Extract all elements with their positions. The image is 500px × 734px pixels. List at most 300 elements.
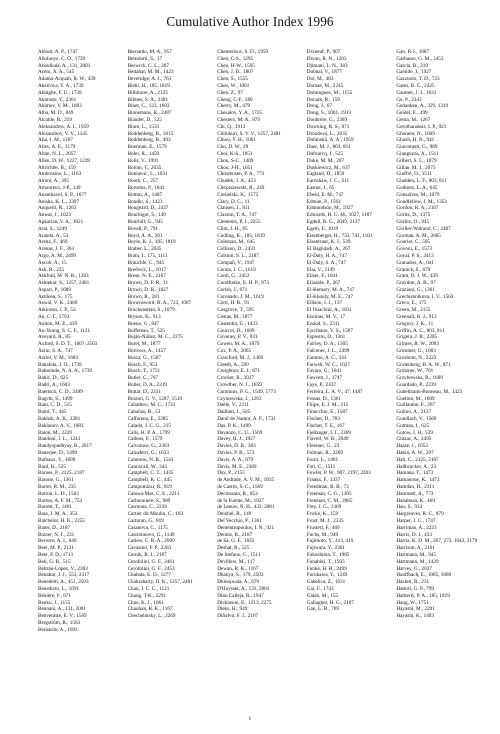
index-entry: Crawford, M. J., 1369 — [217, 354, 264, 361]
index-entry: Haug, W., 1751 — [396, 599, 429, 606]
index-entry: Barron, L. D., 1503 — [38, 490, 79, 497]
index-entry: Azriel, V. M., 1683 — [38, 354, 79, 361]
index-entry: Bryson, K., 913 — [127, 314, 161, 321]
index-entry: Galán, M., 155 — [306, 592, 339, 599]
index-column-5 — [396, 49, 478, 709]
index-entry: Endod, S., 2311 — [306, 320, 340, 327]
index-entry: Brown, R., 281 — [127, 293, 160, 300]
index-entry: Bonnevic, L., 1031 — [127, 171, 168, 178]
index-entry: Beer, M. P., 2131 — [38, 545, 74, 552]
index-entry: Gedanken, A., 329, 1319 — [396, 103, 449, 110]
index-entry: Baertsch, C. D., 2499 — [38, 388, 83, 395]
index-column-1 — [38, 49, 120, 709]
index-columns — [38, 49, 478, 709]
index-entry: Buján-Núñez, M. C., 2275 — [127, 334, 183, 341]
index-entry: Clary, D. C., 11 — [217, 198, 250, 205]
index-entry: Gutow, J. H., 539 — [396, 429, 433, 436]
index-entry: Bruckenstein, S., 1079 — [127, 307, 175, 314]
index-entry: Botton, A., 1487 — [127, 191, 163, 198]
index-entry: Donath, R., 159 — [306, 96, 340, 103]
index-entry: Bräuchle, C., 945 — [127, 259, 165, 266]
index-entry: Astilean, S., 175 — [38, 293, 73, 300]
index-entry: Garside, J., 1927 — [396, 69, 432, 76]
index-entry: Collison, D., 2431 — [217, 246, 256, 253]
index-entry: Chen, C-S., 1295 — [217, 55, 254, 62]
index-entry: Ghosh, H. N., 941 — [396, 137, 435, 144]
index-entry: D'Huysser, A., 131, 2001 — [217, 585, 270, 592]
index-entry: Dhinojwala, A., 679 — [217, 579, 260, 586]
index-entry: Freeman, C. G., 1305 — [306, 490, 352, 497]
index-entry: Egdell, R. G., 2049, 2137 — [306, 218, 360, 225]
index-entry: Bortolus, P., 1841 — [127, 184, 165, 191]
index-entry: Canosa-Mas, C. E., 2211 — [127, 490, 180, 497]
index-entry: Aspari, P., 1689 — [38, 286, 71, 293]
index-entry: Aliev, A. E., 2179 — [38, 144, 76, 151]
index-entry: Bueno, G., 847 — [127, 320, 160, 327]
index-entry: Freedman, R. B., 73 — [306, 484, 349, 490]
index-entry: Dickinson, E., 1213, 2275 — [217, 599, 272, 606]
index-entry: Conti, G., 2453 — [217, 273, 250, 280]
index-entry: Edman, P., 1563 — [306, 198, 341, 205]
index-entry: Boyd, A. A., 201 — [127, 232, 163, 239]
index-entry: Butler, D. A., 2319 — [127, 382, 168, 389]
index-entry: Bernardo, A., 1693 — [38, 626, 78, 633]
index-entry: Harvey, G., 2027 — [396, 565, 432, 572]
index-entry: Fujiwara, Y., 2361 — [306, 545, 345, 552]
index-entry: Clint, J. H., 85 — [217, 225, 248, 232]
index-entry: Elisei, F., 1841 — [306, 273, 338, 280]
index-entry: Busch, F., 953 — [127, 361, 158, 368]
index-entry: Genta, M., 1267 — [396, 116, 431, 123]
index-entry: Chi, Q., 1913 — [217, 123, 246, 130]
index-entry: Bourbigot, S., 149 — [127, 212, 166, 219]
index-entry: El-Kemary, M. A., 747 — [306, 286, 355, 293]
index-entry: Day, P., 2155 — [217, 470, 245, 477]
index-entry: Campbell, C. T., 1435 — [127, 470, 174, 477]
index-entry: Guardado, P., 2239 — [396, 382, 436, 389]
index-entry: Devillers, M., 117 — [217, 558, 255, 565]
index-entry: Conna, J. C., 1619 — [217, 266, 256, 273]
index-entry: Chou, J-H., 1051 — [217, 164, 253, 171]
index-entry: Aswal, V. K., 2469 — [38, 300, 78, 307]
index-entry: Domae, M., 2245 — [306, 82, 344, 89]
index-entry: Chabala, E. D., 1277 — [127, 572, 171, 579]
index-entry: Dewan, R. K., 1167 — [217, 565, 259, 572]
index-entry: Boddenberg, B., 1815 — [127, 130, 174, 137]
index-entry: Giacometti, G., 989 — [396, 144, 438, 151]
index-entry: Graziani, G., 1361 — [396, 286, 435, 293]
index-entry: Gates, B. C., 2425 — [396, 82, 435, 89]
index-entry: Bénière, F., 671 — [38, 592, 71, 599]
index-entry: Beswick, C. L., 207 — [127, 62, 169, 69]
index-entry: Danil de Namor, A. F., 1731 — [217, 416, 276, 423]
index-entry: Butler, C., 707 — [127, 375, 159, 382]
index-entry: Gianguzza, A., 1511 — [396, 150, 439, 157]
index-entry: Duke, M. M., 207 — [306, 157, 345, 164]
index-entry: Frey, J. G., 1369 — [306, 504, 342, 511]
index-column-3 — [217, 49, 299, 709]
index-entry: Daillant, J., 505 — [217, 409, 251, 416]
index-entry: Finocchio, E., 1587 — [306, 409, 348, 416]
index-entry: Clausen, J., 811 — [217, 205, 250, 212]
index-entry: Fischer, D., 783 — [306, 416, 340, 423]
index-entry: Eastoe, J., 65 — [306, 184, 335, 191]
index-entry: Fantoni, A. C., 343 — [306, 354, 347, 361]
index-entry: Chechelnisky, L., 2269 — [127, 613, 176, 620]
index-entry: Caballero, M. C., 1731 — [127, 402, 176, 409]
index-entry: Hattori, G. P., 799 — [396, 585, 434, 592]
index-entry: Dong, J., 67 — [306, 103, 332, 110]
index-entry: Hatherly, P. A., 185, 1819 — [396, 592, 450, 599]
index-entry: Hamana, T., 1473 — [396, 470, 434, 477]
index-entry: Das, P. K., 1499 — [217, 422, 251, 429]
index-entry: Barone, G., 1361 — [38, 477, 74, 484]
index-entry: Dominguez, M., 1155 — [306, 89, 353, 96]
index-entry: Blauder, D., 525 — [127, 116, 162, 123]
index-entry: Ferreira, L. A. V., 47, 1487 — [306, 388, 363, 395]
index-entry: Barrett, T., 1401 — [38, 504, 72, 511]
index-entry: Cabañas, B., 53 — [127, 409, 161, 416]
index-entry: Flavell, W. R., 2049 — [306, 436, 349, 443]
index-entry: Busch, T., 1751 — [127, 368, 161, 375]
index-entry: Gutman, I., 625 — [396, 422, 430, 429]
index-entry: Cosgrove, T., 595 — [217, 307, 255, 314]
index-entry: Hammett, A., 773 — [396, 490, 434, 497]
index-entry: Akhighe, F. U., 1739 — [38, 89, 82, 96]
index-entry: Bougeard, D., 2437 — [127, 205, 169, 212]
index-entry: Hartmann, M., 945 — [396, 551, 436, 558]
index-entry: Fairley, D. A., 1305 — [306, 341, 348, 348]
index-entry: Bolis, V., 1991 — [127, 157, 159, 164]
index-entry: Chao, K. J., 1061 — [127, 599, 164, 606]
index-entry: Duer, M. J., 803, 811 — [306, 144, 351, 151]
index-entry: Haase, J., 1653 — [396, 443, 428, 450]
index-entry: Gubelmann-Bonneau, M., 1423 — [396, 388, 463, 395]
page-number: i — [249, 716, 251, 722]
index-entry: Compañ, V., 1947 — [217, 259, 255, 266]
index-entry: Hazlett, R., 231 — [396, 579, 430, 586]
index-entry: Barrer, R. M., 235 — [38, 484, 76, 490]
index-entry: Furukawa, Y., 1249 — [306, 572, 348, 579]
index-entry: Göritz, D., 1375 — [396, 212, 431, 219]
index-entry: Benedicto, L., 1691 — [38, 585, 80, 592]
index-entry: Allen, D. W., 1227, 1239 — [38, 157, 91, 164]
index-entry: Arai, S., 1249 — [38, 225, 67, 232]
index-entry: Barbaux, Y., 1609 — [38, 456, 76, 463]
index-entry: Benedetti, A., 451, 2503 — [38, 579, 89, 586]
index-entry: Aboulkaia, A., 131, 2001 — [38, 62, 91, 69]
index-entry: Binnemans, K., 2487 — [127, 110, 172, 117]
index-entry: Courcot, D., 1609 — [217, 327, 255, 334]
index-entry: El-Daly, S. A., 747 — [306, 259, 347, 266]
index-entry: Booth, C., 257 — [127, 178, 159, 185]
index-entry: Hayashi, K., 1493 — [396, 613, 434, 620]
index-entry: Au, C-T., 1793 — [38, 314, 70, 321]
index-entry: Davey, R. J., 1927 — [217, 436, 256, 443]
index-entry: Duskiewicz, M., 637 — [306, 164, 351, 171]
index-entry: Decressain, R., 853 — [217, 490, 258, 497]
index-entry: Colston, S. L., 2187 — [217, 252, 259, 259]
index-entry: Adama-Acquah, R. W., 439 — [38, 76, 96, 83]
index-entry: Christensen, P. A., 773 — [217, 171, 265, 178]
index-entry: Gabelica, Z., 1031 — [306, 579, 346, 586]
index-entry: Deshat, B., 525 — [217, 545, 250, 552]
index-column-2 — [128, 49, 210, 709]
index-entry: Costentin, G., 1423 — [217, 320, 258, 327]
index-entry: Bratu, I., 175, 1111 — [127, 252, 168, 259]
index-entry: Brese, N. E., 2167 — [127, 273, 166, 280]
index-entry: Akimov, V. M., 1683 — [38, 103, 82, 110]
index-entry: Bertolotti, S., 17 — [127, 55, 163, 62]
index-entry: Cox, P. A., 2065 — [217, 348, 252, 355]
index-entry: Hall, C., 2125, 2187 — [396, 456, 439, 463]
index-entry: Ashtekar, S., 1257, 2481 — [38, 280, 90, 287]
index-entry: Dieks, H., 949 — [217, 606, 248, 613]
index-entry: Franks, F., 1337 — [306, 477, 341, 484]
index-entry: Gaumet, J. J., 1831 — [396, 89, 437, 96]
index-entry: Davis, A. A., 879 — [217, 456, 254, 463]
index-entry: Abbott, A. P., 1747 — [38, 49, 78, 55]
index-entry: Hamdan, H., 2311 — [396, 484, 435, 490]
index-entry: Dong, S., 1001, 1913 — [306, 110, 352, 117]
index-entry: de Leeuw, N. H., 433, 2081 — [217, 504, 275, 511]
index-entry: Bandyopadhyay, R., 2017 — [38, 443, 92, 450]
index-entry: Gladden, L. F., 803, 811 — [396, 178, 447, 185]
index-entry: de Sá, G. F., 1835 — [217, 538, 255, 545]
index-entry: Catlow, C. R. A., 2009 — [127, 538, 175, 545]
index-entry: Banerjee, D., 1499 — [38, 450, 78, 457]
index-entry: Granados, A., 641 — [396, 259, 434, 266]
index-entry: Gan, L. B., 769 — [306, 606, 339, 613]
index-entry: Bagchi, S., 1499 — [38, 395, 73, 402]
index-entry: Ash, R., 235 — [38, 266, 65, 273]
index-entry: Fischer, T. E., 167 — [306, 422, 345, 429]
index-entry: Blum, L., 1533 — [127, 123, 160, 130]
index-entry: Cernik, R. J., 2187 — [127, 551, 167, 558]
index-entry: Goodfellow, J. M., 1353 — [396, 198, 447, 205]
index-entry: Fawcett, J., 1747 — [306, 375, 343, 382]
index-entry: Apkarian, V. A., 1821 — [38, 218, 84, 225]
index-entry: Corish, J., 671 — [217, 286, 248, 293]
index-entry: Becerro, A. I., 849 — [38, 538, 77, 545]
index-entry: El-Daly, H. A., 747 — [306, 252, 347, 259]
index-entry: Burrows, A., 1457 — [127, 348, 166, 355]
index-entry: Davies, P. B., 573 — [217, 450, 255, 457]
index-entry: Escribano, V. S., 1587 — [306, 327, 353, 334]
index-entry: Alcalde, R., 219 — [38, 116, 72, 123]
index-entry: Flessner, G., 23 — [306, 443, 340, 450]
index-entry: de la Fuente, M., 1927 — [217, 497, 265, 504]
index-entry: Govoni, E., 1573 — [396, 246, 432, 253]
index-entry: Allan, N. L., 2057 — [38, 150, 76, 157]
index-entry: Arena, F., 469 — [38, 239, 68, 246]
index-entry: Downing, R. S., 871 — [306, 123, 350, 130]
index-entry: Calvaruso, G., 2363 — [127, 443, 170, 450]
index-entry: Cierpiszewski, R., 249 — [217, 184, 265, 191]
index-entry: Dufourcq, J., 525 — [306, 150, 343, 157]
index-entry: Edmondson, M., 1927 — [306, 205, 354, 212]
index-entry: Casanova, C., 1175 — [127, 524, 168, 531]
index-entry: Chen, W., 1001 — [217, 82, 250, 89]
index-entry: Gulino, A., 2137 — [396, 409, 432, 416]
index-entry: Carmona, C., 2239 — [127, 504, 167, 511]
index-entry: Grzybowska, B., 1609 — [396, 375, 443, 382]
index-entry: Dobnal, V., 1877 — [306, 69, 342, 76]
index-entry: Djimani, L. N., 383 — [306, 62, 348, 69]
index-entry: Bard, B., 525 — [38, 463, 66, 470]
index-entry: Gregory, J. K., 11 — [396, 320, 434, 327]
index-entry: Buttar, D., 2331 — [127, 388, 161, 395]
index-entry: Dixon, R. N., 1283 — [306, 55, 347, 62]
index-entry: Guillaume, F., 267 — [396, 402, 436, 409]
index-entry: Creeth, A., 599 — [217, 361, 249, 368]
index-entry: Faye, P., 2437 — [306, 382, 337, 389]
index-entry: Chen, Z., 97 — [217, 89, 243, 96]
index-entry: Ananthavel, S. P., 1677 — [38, 191, 87, 198]
index-entry: El Baghdadi, A., 267 — [306, 246, 351, 253]
index-entry: Fowler, P. W., 907, 2197, 2203 — [306, 470, 371, 477]
index-entry: Grechishnikova, I. V., 1563 — [396, 293, 454, 300]
index-entry: Harper, J. C., 1747 — [396, 517, 436, 524]
index-entry: Delobel, R., 149 — [217, 511, 252, 518]
index-entry: Cerofolini, G. F., 2461 — [127, 558, 175, 565]
index-entry: Cho, D. W., 29 — [217, 144, 249, 151]
index-entry: Alia, J. M., 1187 — [38, 137, 73, 144]
index-entry: Harriman, A., 2223 — [396, 524, 437, 531]
index-entry: De Stefano, C., 1511 — [217, 551, 261, 558]
index-entry: Coronado, J. M., 1619 — [217, 293, 264, 300]
index-entry: Carbonniere, S., 989 — [127, 497, 171, 504]
index-entry: Bakhsh, A. K., 2281 — [38, 416, 81, 423]
index-entry: Crowther, N. J., 1859 — [217, 382, 262, 389]
index-entry: Arenas, J. F., 363 — [38, 246, 75, 253]
index-entry: Fjellanger, I. J., 2369 — [306, 429, 351, 436]
index-entry: Buxton, G. V., 1287, 1519 — [127, 395, 183, 402]
index-entry: Brečević, L., 1017 — [127, 266, 167, 273]
index-entry: Hamanoue, K., 1473 — [396, 477, 440, 484]
index-entry: Bandoni, J. L., 1243 — [38, 436, 81, 443]
index-entry: Gao, R-J., 1887 — [396, 49, 430, 55]
index-entry: Grigera, J. R., 2285 — [396, 334, 438, 341]
index-entry: Babalola, J. O., 1739 — [38, 361, 82, 368]
index-entry: Brown, D. R., 1027 — [127, 286, 169, 293]
index-entry: Chen, S., 1555 — [217, 76, 248, 83]
index-entry: Goyal, P. S., 2413 — [396, 252, 434, 259]
index-entry: Harrison, A., 2161 — [396, 545, 435, 552]
index-entry: Chen, H-W., 1595 — [217, 62, 255, 69]
index-entry: Dhanya, S., 179, 2503 — [217, 572, 264, 579]
index-entry: Anquetil, R., 1263 — [38, 205, 77, 212]
index-entry: Ashfold, M. N. R., 1283 — [38, 273, 89, 280]
index-entry: Benko, J., 1155 — [38, 599, 71, 606]
index-entry: Eisenberger, H., 733, 741, 1101 — [306, 232, 373, 239]
index-entry: Buffeteau, T., 525 — [127, 327, 165, 334]
index-entry: Chesters, M. A., 879 — [217, 116, 260, 123]
index-entry: Davies, D. B., 383 — [217, 443, 256, 450]
index-entry: Harris, K. D. M., 267, 273, 1043, 2179 — [396, 538, 478, 545]
index-entry: Ellison, I. J., 137 — [306, 300, 343, 307]
index-entry: Axford, S. D. T., 1007, 2503 — [38, 341, 98, 348]
index-entry: Hauffbach, E., 1085, 1689 — [396, 572, 452, 579]
index-entry: Görller-Walrand, C., 2487 — [396, 225, 451, 232]
index-entry: Griffin, A. C., 803, 811 — [396, 327, 445, 334]
index-entry: Argo, A. M., 2499 — [38, 252, 77, 259]
index-entry: Babić, D., 625 — [38, 375, 69, 382]
index-entry: DiSalvo, F. J., 2167 — [217, 613, 259, 620]
index-entry: Esposito, D., 1361 — [306, 334, 346, 341]
index-entry: Funabiki, T., 1935 — [306, 558, 345, 565]
index-entry: Baklanov, A. V., 1683 — [38, 422, 84, 429]
index-entry: Boyle, K. J., 185, 1819 — [127, 239, 176, 246]
index-entry: Giuffrè, O., 1511 — [396, 171, 432, 178]
index-entry: Creighton, E. J., 871 — [217, 368, 260, 375]
index-entry: Cowen, M. A., 1079 — [217, 341, 260, 348]
index-entry: Edwards, H. G. M., 1027, 1187 — [306, 212, 372, 219]
index-entry: Bohn, R., 1459 — [127, 150, 160, 157]
index-entry: Geidel, E., 499 — [396, 110, 428, 117]
index-entry: Del Vecchio, P., 1361 — [217, 517, 262, 524]
index-entry: Gordon, R. A., 2167 — [396, 205, 439, 212]
index-entry: Chiou, Y. H., 1061 — [217, 137, 256, 144]
index-entry: Burel, M., 1877 — [127, 341, 161, 348]
index-entry: Fujimoto, Y., 413, 419 — [306, 538, 354, 545]
index-entry: Badri, A., 1603 — [38, 382, 70, 389]
index-entry: Harris, D. J., 433 — [396, 531, 432, 538]
index-entry: Atkinson, J. P., 53 — [38, 307, 76, 314]
index-entry: Cavasino, F. P., 2263 — [127, 545, 172, 552]
index-entry: Chou, S-C., 1409 — [217, 157, 254, 164]
index-entry: Boudin, S., 1423 — [127, 198, 163, 205]
index-entry: Greco, E., 175 — [396, 300, 427, 307]
index-entry: Babarinde, N. A. A., 1739 — [38, 368, 93, 375]
index-entry: Coleman, M., 645 — [217, 239, 255, 246]
index-entry: Grosbom, N., 2223 — [396, 354, 437, 361]
index-entry: Brownsword, R. A., 723, 1087 — [127, 300, 192, 307]
index-entry: Chan, J. C. C., 1121 — [127, 585, 170, 592]
index-entry: Hartmann, M., 1429 — [396, 558, 439, 565]
index-entry: Encinas, M. V., 17 — [306, 314, 346, 321]
index-entry: Aken'ova, Y. A., 1739 — [38, 82, 84, 89]
index-entry: Granick, S., 679 — [396, 266, 431, 273]
index-entry: Barnes, P., 2125, 2187 — [38, 470, 85, 477]
index-entry: de Castro, S. C., 1569 — [217, 484, 263, 490]
index-entry: Hayashi, M., 2291 — [396, 606, 435, 613]
index-entry: Boerman, E., 1579 — [127, 144, 167, 151]
index-entry: Amini, A., 395 — [38, 178, 69, 185]
index-entry: Frost, M. J., 2335 — [306, 517, 344, 524]
index-entry: Chauhan, R. K., 1167 — [127, 606, 173, 613]
index-entry: Busca, G., 1587 — [127, 354, 161, 361]
index-entry: Filipe, E. J. M., 215 — [306, 402, 349, 409]
index-entry: Eisentraut, K. J., 539 — [306, 239, 351, 246]
index-entry: Ge, P., 2343 — [396, 96, 422, 103]
index-entry: Bain, C. D., 515 — [38, 402, 72, 409]
index-entry: Ascoli, A., 15 — [38, 259, 67, 266]
index-entry: Garbasso, G. M., 2453 — [396, 55, 444, 62]
index-entry: Gutzac, A., 2495 — [396, 436, 432, 443]
index-entry: Cartier dit Moulin, C., 103 — [127, 511, 184, 518]
index-entry: Batchelor, H. K., 2255 — [38, 517, 85, 524]
index-entry: Benattar, J. J., 553, 2317 — [38, 572, 90, 579]
index-entry: Aranda, A., 53 — [38, 232, 69, 239]
index-entry: Drozdová, L., 2035 — [306, 130, 348, 137]
index-entry: Baxter, N. J., 231 — [38, 531, 75, 538]
index-entry: Costas, M., 1877 — [217, 314, 253, 321]
index-entry: Gundlach, V., 1569 — [396, 416, 437, 423]
index-entry: Castronuovo, G., 1149 — [127, 531, 175, 538]
index-entry: Cameron, N. R., 1543 — [127, 456, 174, 463]
index-entry: Alexandrov, V. V., 1345 — [38, 130, 88, 137]
